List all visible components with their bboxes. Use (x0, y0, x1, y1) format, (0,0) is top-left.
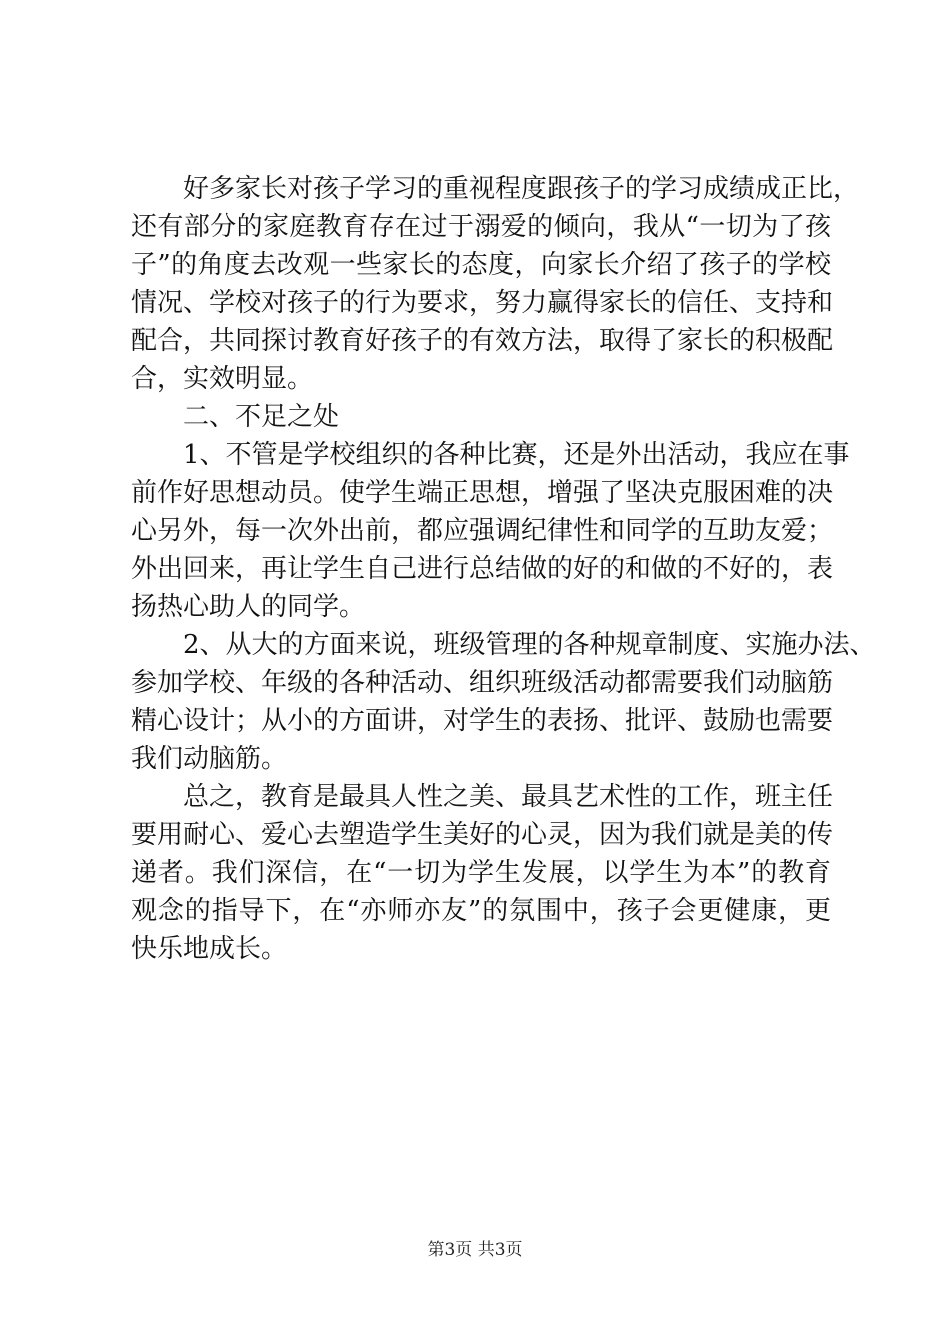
text-line: 外出回来，再让学生自己进行总结做的好的和做的不好的，表 (131, 554, 834, 584)
text-line: 要用耐心、爱心去塑造学生美好的心灵，因为我们就是美的传 (131, 820, 834, 850)
text-line: 前作好思想动员。使学生端正思想，增强了坚决克服困难的决 (131, 478, 834, 508)
text-line: 递者。我们深信，在“一切为学生发展，以学生为本”的教育 (131, 858, 831, 888)
text-line: 1、不管是学校组织的各种比赛，还是外出活动，我应在事 (183, 440, 850, 470)
paragraph-item-1 (131, 436, 850, 626)
text-line: 扬热心助人的同学。 (131, 592, 366, 622)
section-heading-shortcomings (131, 398, 831, 436)
text-line: 快乐地成长。 (131, 934, 288, 964)
text-line: 合，实效明显。 (131, 364, 314, 394)
paragraph-parent-communication (131, 170, 860, 398)
text-line: 情况、学校对孩子的行为要求，努力赢得家长的信任、支持和 (131, 288, 834, 318)
section-heading: 二、不足之处 (183, 402, 340, 432)
document-body (131, 170, 876, 968)
text-line: 还有部分的家庭教育存在过于溺爱的倾向，我从“一切为了孩 (131, 212, 831, 242)
text-line: 精心设计；从小的方面讲，对学生的表扬、批评、鼓励也需要 (131, 706, 834, 736)
text-line: 参加学校、年级的各种活动、组织班级活动都需要我们动脑筋 (131, 668, 834, 698)
text-line: 2、从大的方面来说，班级管理的各种规章制度、实施办法、 (183, 630, 876, 660)
page-number-footer: 第3页 共3页 (427, 1240, 523, 1260)
text-line: 我们动脑筋。 (131, 744, 288, 774)
paragraph-conclusion (131, 778, 834, 968)
text-line: 总之，教育是最具人性之美、最具艺术性的工作，班主任 (183, 782, 834, 812)
text-line: 心另外，每一次外出前，都应强调纪律性和同学的互助友爱； (131, 516, 834, 546)
text-line: 配合，共同探讨教育好孩子的有效方法，取得了家长的积极配 (131, 326, 834, 356)
paragraph-item-2 (131, 626, 876, 778)
text-line: 子”的角度去改观一些家长的态度，向家长介绍了孩子的学校 (131, 250, 831, 280)
text-line: 观念的指导下，在“亦师亦友”的氛围中，孩子会更健康，更 (131, 896, 831, 926)
text-line: 好多家长对孩子学习的重视程度跟孩子的学习成绩成正比， (183, 174, 860, 204)
